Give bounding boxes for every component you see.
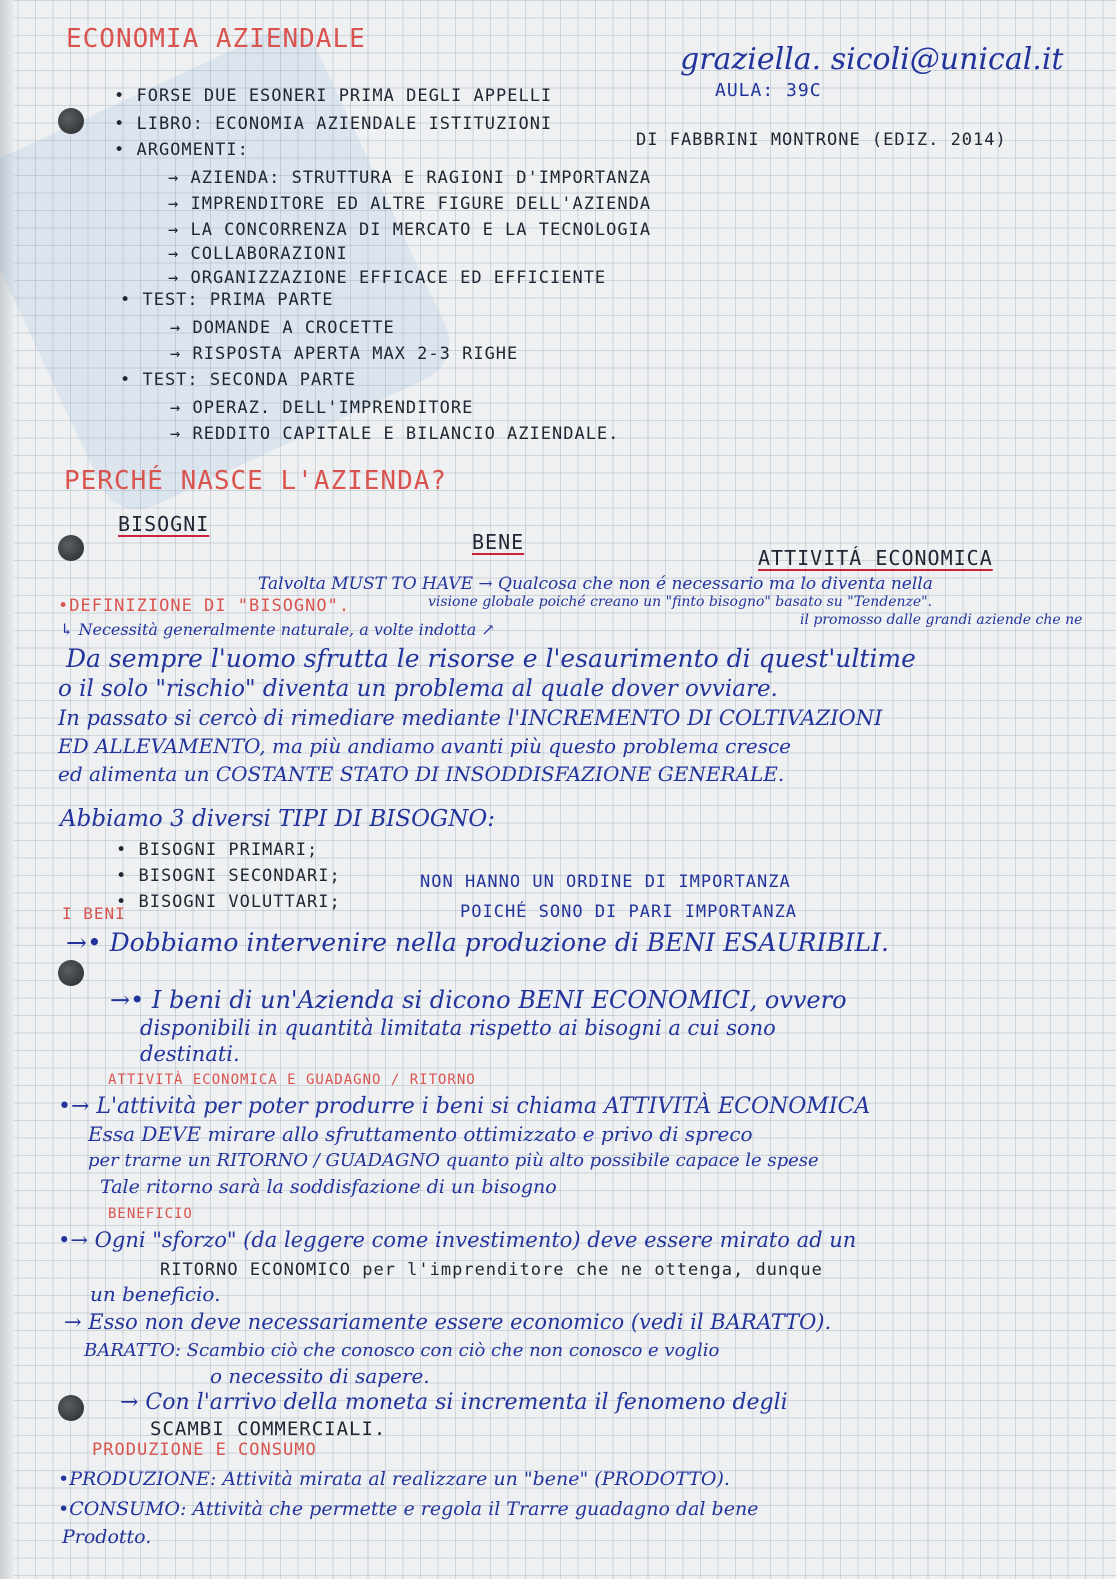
topic-item: → AZIENDA: STRUTTURA E RAGIONI D'IMPORTANZA <box>168 168 652 188</box>
beni-line: →• Dobbiamo intervenire nella produzione di BENI ESAURIBILI. <box>66 928 889 957</box>
types-note: POICHÉ SONO DI PARI IMPORTANZA <box>460 902 798 922</box>
test-item: → DOMANDE A CROCETTE <box>170 318 395 338</box>
produzione-line: •CONSUMO: Attività che permette e regola il Trarre guadagno dal bene <box>58 1498 759 1520</box>
baratto-line: → Con l'arrivo della moneta si incrementa il fenomeno degli <box>120 1390 788 1415</box>
beni-label: I BENI <box>62 904 126 923</box>
section-question: PERCHÉ NASCE L'AZIENDA? <box>64 466 448 496</box>
beneficio-line: •→ Ogni "sforzo" (da leggere come investimento) deve essere mirato ad un <box>58 1228 857 1252</box>
definition-label: •DEFINIZIONE DI "BISOGNO". <box>58 596 351 616</box>
flow-bene: BENE <box>472 530 525 554</box>
aula: AULA: 39C <box>715 80 822 101</box>
beneficio-line: un beneficio. <box>90 1282 221 1306</box>
paragraph-line: In passato si cercò di rimediare mediante l'INCREMENTO DI COLTIVAZIONI <box>58 706 883 730</box>
paragraph-line: Da sempre l'uomo sfrutta le risorse e l'esaurimento di quest'ultime <box>66 644 916 673</box>
email: graziella. sicoli@unical.it <box>680 42 1064 77</box>
attivita-line: Essa DEVE mirare allo sfruttamento ottimizzato e privo di spreco <box>88 1122 753 1146</box>
produzione-line: •PRODUZIONE: Attività mirata al realizzare un "bene" (PRODOTTO). <box>58 1468 730 1490</box>
test-item: → REDDITO CAPITALE E BILANCIO AZIENDALE. <box>170 424 620 444</box>
attivita-label: ATTIVITÀ ECONOMICA E GUADAGNO / RITORNO <box>108 1072 476 1088</box>
definition-text: ↳ Necessità generalmente naturale, a volte indotta ↗ <box>60 620 495 639</box>
paragraph-line: ed alimenta un COSTANTE STATO DI INSODDISFAZIONE GENERALE. <box>58 762 785 786</box>
attivita-line: per trarne un RITORNO / GUADAGNO quanto più alto possibile capace le spese <box>88 1150 819 1171</box>
beneficio-label: BENEFICIO <box>108 1206 193 1222</box>
punch-hole <box>58 1395 84 1421</box>
attivita-line: •→ L'attività per poter produrre i beni si chiama ATTIVITÀ ECONOMICA <box>58 1094 871 1119</box>
test-item: → OPERAZ. DELL'IMPRENDITORE <box>170 398 474 418</box>
beneficio-line: → Esso non deve necessariamente essere economico (vedi il BARATTO). <box>64 1310 832 1334</box>
produzione-line: Prodotto. <box>62 1526 152 1548</box>
attivita-line: Tale ritorno sarà la soddisfazione di un bisogno <box>100 1176 557 1198</box>
type-item: • BISOGNI PRIMARI; <box>116 840 319 860</box>
book-author: DI FABBRINI MONTRONE (EDIZ. 2014) <box>636 130 1007 150</box>
must-have-note: il promosso dalle grandi aziende che ne <box>800 612 1083 628</box>
test-title: • TEST: SECONDA PARTE <box>120 370 356 390</box>
flow-attivita: ATTIVITÁ ECONOMICA <box>758 546 993 570</box>
beni-line: disponibili in quantità limitata rispetto ai bisogni a cui sono <box>140 1016 776 1040</box>
page-title: ECONOMIA AZIENDALE <box>66 24 366 54</box>
paragraph-line: o il solo "rischio" diventa un problema al quale dover ovviare. <box>58 676 778 702</box>
beni-line: destinati. <box>140 1042 240 1066</box>
type-item: • BISOGNI SECONDARI; <box>116 866 341 886</box>
must-have-note: visione globale poiché creano un "finto bisogno" basato su "Tendenze". <box>428 594 933 610</box>
topic-item: → ORGANIZZAZIONE EFFICACE ED EFFICIENTE <box>168 268 607 288</box>
topic-item: → IMPRENDITORE ED ALTRE FIGURE DELL'AZIENDA <box>168 194 652 214</box>
type-item: • BISOGNI VOLUTTARI; <box>116 892 341 912</box>
beni-line: →• I beni di un'Azienda si dicono BENI ECONOMICI, ovvero <box>110 986 847 1014</box>
flow-bisogni: BISOGNI <box>118 512 210 536</box>
paragraph-line: ED ALLEVAMENTO, ma più andiamo avanti più questo problema cresce <box>58 734 792 758</box>
topic-item: → COLLABORAZIONI <box>168 244 348 264</box>
beneficio-line: RITORNO ECONOMICO per l'imprenditore che ne ottenga, dunque <box>160 1260 823 1280</box>
intro-line: • FORSE DUE ESONERI PRIMA DEGLI APPELLI <box>114 86 553 106</box>
test-item: → RISPOSTA APERTA MAX 2-3 RIGHE <box>170 344 519 364</box>
baratto-line: o necessito di sapere. <box>210 1364 430 1388</box>
intro-line: • ARGOMENTI: <box>114 140 249 160</box>
types-note: NON HANNO UN ORDINE DI IMPORTANZA <box>420 872 791 892</box>
baratto-line: BARATTO: Scambio ciò che conosco con ciò che non conosco e voglio <box>84 1340 720 1361</box>
test-title: • TEST: PRIMA PARTE <box>120 290 334 310</box>
intro-line: • LIBRO: ECONOMIA AZIENDALE ISTITUZIONI <box>114 114 553 134</box>
topic-item: → LA CONCORRENZA DI MERCATO E LA TECNOLOGIA <box>168 220 652 240</box>
produzione-label: PRODUZIONE E CONSUMO <box>92 1440 317 1460</box>
baratto-line: SCAMBI COMMERCIALI. <box>150 1418 387 1440</box>
punch-hole <box>58 535 84 561</box>
types-intro: Abbiamo 3 diversi TIPI DI BISOGNO: <box>60 806 496 832</box>
must-have-note: Talvolta MUST TO HAVE → Qualcosa che non é necessario ma lo diventa nella <box>258 574 933 594</box>
punch-hole <box>58 108 84 134</box>
punch-hole <box>58 960 84 986</box>
